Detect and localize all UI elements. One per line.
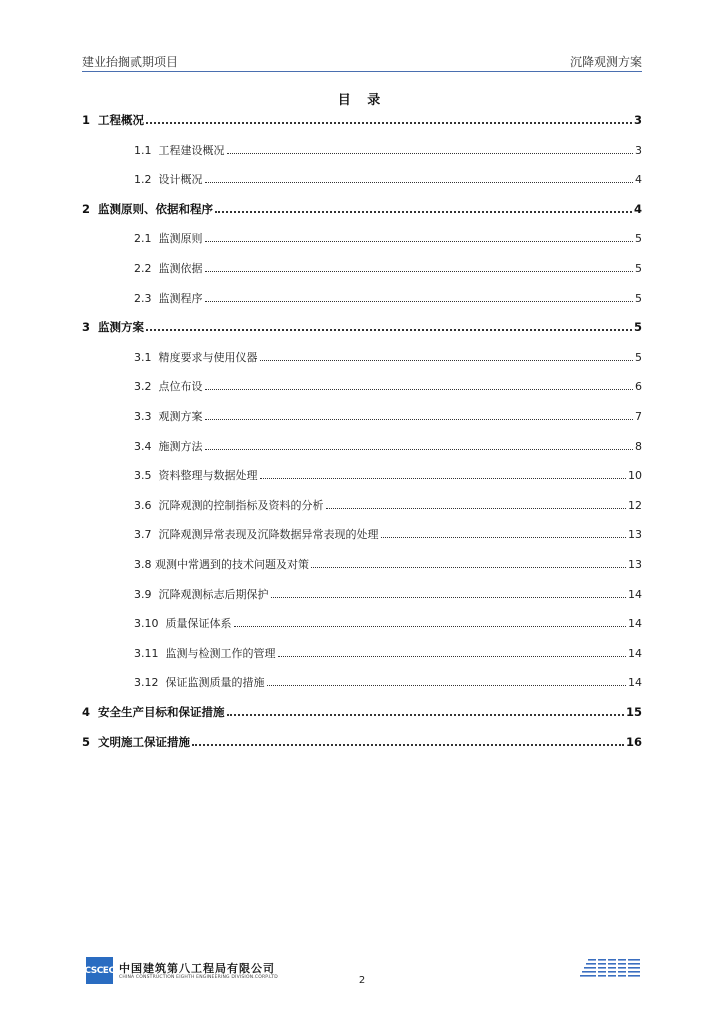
toc-entry-title: 施测方法 bbox=[158, 439, 203, 453]
toc-entry-page: 5 bbox=[633, 320, 642, 335]
toc-entry-title: 监测程序 bbox=[158, 291, 203, 305]
toc-dot-leader bbox=[146, 329, 632, 331]
toc-entry-page: 4 bbox=[633, 201, 642, 216]
toc-entry-title: 监测依据 bbox=[158, 262, 203, 275]
toc-entry[interactable] bbox=[82, 319, 642, 339]
toc-dot-leader bbox=[205, 182, 634, 183]
company-name-en: CHINA CONSTRUCTION EIGHTH ENGINEERING DIVISION.CORP.LTD bbox=[119, 975, 278, 980]
toc-dot-leader bbox=[205, 419, 634, 420]
toc-entry[interactable] bbox=[82, 112, 642, 132]
toc-entry-title: 质量保证体系 bbox=[165, 617, 232, 631]
header-project-name: 建业抬搁贰期项目 bbox=[82, 55, 179, 69]
header-document-title: 沉降观测方案 bbox=[569, 55, 642, 69]
toc-entry-title: 沉降观测标志后期保护 bbox=[158, 587, 269, 601]
toc-entry-number: 2.2 bbox=[134, 262, 159, 275]
toc-entry-page: 14 bbox=[628, 617, 642, 631]
toc-dot-leader bbox=[260, 360, 634, 361]
toc-entry-number: 3.7 bbox=[134, 528, 159, 542]
page-number: 2 bbox=[358, 975, 366, 986]
toc-heading: 目 录 bbox=[337, 93, 387, 108]
toc-entry-page: 5 bbox=[635, 350, 642, 364]
toc-entry-title: 观测方案 bbox=[158, 410, 203, 423]
toc-entry-page: 4 bbox=[635, 173, 642, 187]
toc-entry[interactable] bbox=[82, 142, 642, 162]
toc-dot-leader bbox=[227, 714, 624, 716]
toc-dot-leader bbox=[260, 478, 627, 479]
toc-entry-title: 观测中常遇到的技术问题及对策 bbox=[155, 558, 309, 571]
toc-entry-number: 5 bbox=[82, 734, 99, 749]
toc-entry-number: 2.1 bbox=[134, 232, 159, 246]
toc-entry-title: 监测原则 bbox=[158, 232, 203, 246]
toc-entry[interactable] bbox=[82, 260, 642, 280]
toc-entry-number: 3 bbox=[82, 320, 99, 335]
toc-entry[interactable] bbox=[82, 674, 642, 694]
toc-entry-number: 2 bbox=[82, 201, 99, 216]
toc-entry-title: 监测原则、依据和程序 bbox=[98, 201, 214, 216]
toc-entry-number: 3.10 bbox=[134, 617, 166, 631]
toc-entry-number: 3.11 bbox=[134, 646, 166, 660]
toc-entry[interactable] bbox=[82, 290, 642, 310]
toc-entry-number: 4 bbox=[82, 705, 99, 719]
toc-entry-number: 3.2 bbox=[134, 380, 159, 394]
toc-entry-number: 3.5 bbox=[134, 469, 159, 483]
toc-entry-page: 14 bbox=[628, 646, 642, 660]
toc-entry-page: 13 bbox=[628, 528, 642, 542]
toc-entry-number: 1 bbox=[82, 113, 99, 127]
toc-entry-page: 15 bbox=[625, 705, 642, 719]
toc-entry-title: 工程概况 bbox=[98, 113, 145, 127]
toc-entry[interactable] bbox=[82, 734, 642, 754]
toc-entry-page: 13 bbox=[628, 558, 642, 571]
toc-entry[interactable] bbox=[82, 586, 642, 606]
toc-entry-page: 5 bbox=[635, 262, 642, 275]
toc-dot-leader bbox=[215, 211, 632, 213]
toc-entry-page: 8 bbox=[635, 439, 642, 453]
toc-entry-page: 14 bbox=[628, 676, 642, 690]
toc-entry-title: 设计概况 bbox=[158, 173, 203, 187]
toc-entry-title: 点位布设 bbox=[158, 380, 203, 394]
toc-entry-number: 3.3 bbox=[134, 410, 159, 423]
toc-entry[interactable] bbox=[82, 438, 642, 458]
toc-entry[interactable] bbox=[82, 201, 642, 221]
toc-dot-leader bbox=[205, 241, 634, 242]
toc-entry[interactable] bbox=[82, 171, 642, 191]
toc-entry-title: 安全生产目标和保证措施 bbox=[98, 705, 225, 719]
logo-lettering: CSCEC bbox=[84, 965, 115, 976]
toc-entry-page: 10 bbox=[628, 469, 642, 483]
toc-entry-number: 3.6 bbox=[134, 498, 159, 512]
header-divider bbox=[82, 71, 642, 72]
toc-entry-title: 资料整理与数据处理 bbox=[158, 469, 258, 483]
toc-entry-title: 监测方案 bbox=[98, 320, 145, 335]
toc-entry-page: 3 bbox=[635, 143, 642, 157]
toc-dot-leader bbox=[278, 656, 627, 657]
toc-entry-title: 文明施工保证措施 bbox=[98, 734, 191, 749]
toc-dot-leader bbox=[205, 301, 634, 302]
toc-entry-title: 精度要求与使用仪器 bbox=[158, 350, 258, 364]
toc-entry-number: 3.8 bbox=[134, 558, 155, 571]
toc-entry-page: 12 bbox=[628, 498, 642, 512]
toc-entry-page: 5 bbox=[635, 291, 642, 305]
toc-dot-leader bbox=[205, 389, 634, 390]
toc-dot-leader bbox=[205, 271, 634, 272]
toc-entry-page: 5 bbox=[635, 232, 642, 246]
toc-dot-leader bbox=[381, 537, 627, 538]
toc-entry-number: 1.2 bbox=[134, 173, 159, 187]
toc-dot-leader bbox=[267, 685, 627, 686]
toc-dot-leader bbox=[271, 597, 627, 598]
toc-entry[interactable] bbox=[82, 230, 642, 250]
toc-entry[interactable] bbox=[82, 615, 642, 635]
toc-entry-number: 1.1 bbox=[134, 143, 159, 157]
toc-entry-page: 3 bbox=[633, 113, 642, 127]
toc-entry[interactable] bbox=[82, 497, 642, 517]
toc-entry-page: 16 bbox=[625, 734, 642, 749]
toc-dot-leader bbox=[205, 449, 634, 450]
toc-entry-title: 工程建设概况 bbox=[158, 143, 225, 157]
toc-entry[interactable] bbox=[82, 378, 642, 398]
toc-entry-number: 2.3 bbox=[134, 291, 159, 305]
toc-entry-title: 保证监测质量的措施 bbox=[165, 676, 265, 690]
toc-entry[interactable] bbox=[82, 645, 642, 665]
toc-entry[interactable] bbox=[82, 467, 642, 487]
toc-entry-page: 7 bbox=[635, 410, 642, 423]
toc-dot-leader bbox=[192, 744, 624, 746]
toc-entry-title: 沉降观测的控制指标及资料的分析 bbox=[158, 498, 324, 512]
company-name-cn: 中国建筑第八工程局有限公司 bbox=[119, 962, 275, 975]
page-header bbox=[82, 48, 642, 70]
toc-dot-leader bbox=[326, 508, 627, 509]
toc-entry-number: 3.4 bbox=[134, 439, 159, 453]
toc-entry[interactable] bbox=[82, 526, 642, 546]
toc-entry[interactable] bbox=[82, 408, 642, 428]
toc-entry-page: 14 bbox=[628, 587, 642, 601]
toc-dot-leader bbox=[227, 153, 634, 154]
toc-entry[interactable] bbox=[82, 349, 642, 369]
toc-entry-title: 沉降观测异常表现及沉降数据异常表现的处理 bbox=[158, 528, 379, 542]
toc-entry-number: 3.9 bbox=[134, 587, 159, 601]
toc-entry-page: 6 bbox=[635, 380, 642, 394]
toc-entry[interactable] bbox=[82, 704, 642, 724]
toc-entry[interactable] bbox=[82, 556, 642, 576]
toc-entry-title: 监测与检测工作的管理 bbox=[165, 646, 276, 660]
toc-dot-leader bbox=[311, 567, 626, 568]
toc-dot-leader bbox=[234, 626, 627, 627]
toc-entry-number: 3.12 bbox=[134, 676, 166, 690]
toc-dot-leader bbox=[146, 122, 632, 124]
toc-entry-number: 3.1 bbox=[134, 350, 159, 364]
